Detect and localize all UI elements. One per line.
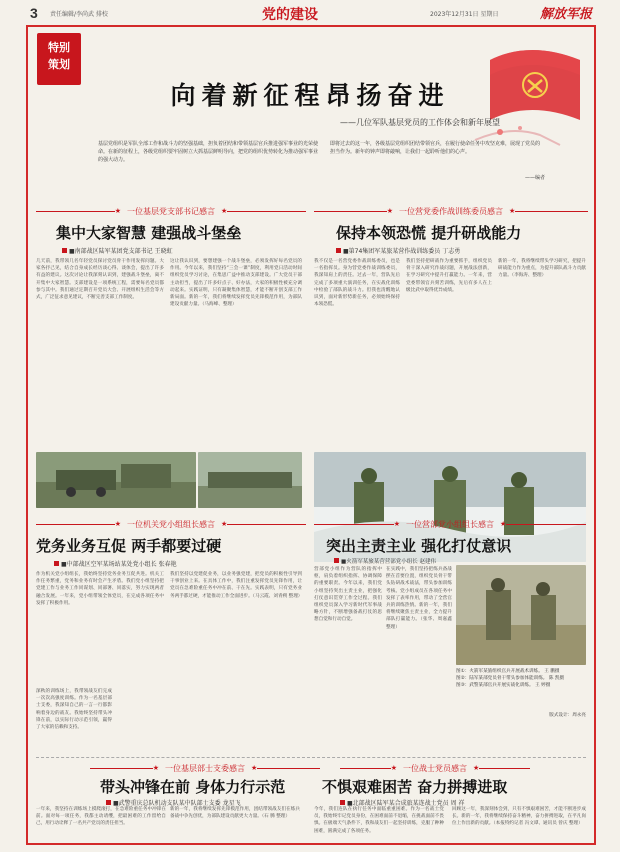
article-6-banner: ★ 一位战士党员感言 ★	[340, 762, 530, 774]
article-1-col-1: 几天前，我带领几名年轻党员探讨党员骨干作用发挥问题。大家各抒己见，结合自身成长经历谈心得、谈体会，提出了许多有益的建议。这次讨论让我深刻认识到，建强战斗堡垒，离不开集中大家智慧。支部建设是一项系统工程，需要每名党员都参与其中。我们通过定期召开党员大会、开展组织生活会等方式，广泛征求意见建议，不断完善支部工作制度。	[36, 259, 164, 301]
article-3-byline: ■中部战区空军某场站某处党小组长 张春艳	[54, 559, 177, 568]
article-3-col-2: 我们坚持以党建促业务，以业务强党建，把党员的积极性引导到干事创业上来。在具体工作中，我们注重发挥党员先锋作用，让党员在急难险重任务中冲在前、干在先。实践表明，只有党务业务两手都过硬，才能推动工作全面进步。（马云霞、刘青朔 整理）	[170, 572, 302, 599]
article-1-title: 集中大家智慧 建强战斗堡垒	[56, 224, 242, 242]
badge-line-1: 特别	[48, 41, 70, 54]
article-4-byline: ■火箭军某旅某营营部党小组长 赵建伟	[334, 557, 436, 565]
intro-left: 基层党组织是军队全部工作和战斗力的坚强基础，担负着团结和带领基层官兵推进强军事业的光荣使命。在新的征程上，各级党组织要牢固树立大抓基层鲜明导向，把党的组织优势转化为推动强军事业的强大动力。	[98, 141, 319, 163]
banner-text: 一位基层部士支委感言	[165, 763, 245, 773]
article-2-banner: ★ 一位营党委作战训练委员感言 ★	[314, 205, 588, 217]
section-divider	[36, 757, 586, 758]
article-5-col-left: 深秋的训练场上，我带领战友们完成一次次高强度训练。作为一名基层部士支委，我深知自己的一言一行都影响着身边的战友。我始终坚持带头冲锋在前，以实际行动示范引领，赢得了大家的信赖和支持。	[36, 689, 112, 731]
article-5-col-1: 一年来，我坚持在训练场上摸爬滚打，在急难险重任务中冲锋在前。面对每一项任务，我都主动请缨，把最困难的工作留给自己，用行动诠释了一名共产党员的责任担当。	[36, 807, 166, 827]
article-1-col-2: 这让我认识到，要想建强一个战斗堡垒，必须发挥好每名党员的作用。今年以来，我们坚持“三会一课”制度，利用党日活动时间组织党员学习讨论，在集思广益中推动支部建设。广大党员干部主动担当，提出了许多好点子、好办法，大家的积极性被充分调动起来。实践证明，只有凝聚集体智慧，才能不断开创支部工作新局面。新的一年，我们将继续发挥党员先锋模范作用，为部队建设贡献力量。（马海峰、整理）	[170, 259, 302, 308]
banner-text: 一位战士党员感言	[403, 763, 467, 773]
article-4-banner: ★ 一位营部党小组组长感言 ★	[314, 518, 586, 530]
article-2-col-2: 我们坚持把研战作为重要抓手，组织党员骨干深入研究作战问题，开展战法创新，在学习研究中提升打赢能力。一年来，营党委带领官兵刻苦训练，先后有多人在上级比武中取得优异成绩。	[406, 259, 492, 293]
article-3-title: 党务业务互促 两手都要过硬	[36, 537, 222, 555]
article-6-col-1: 今年，我们连队在执行任务中面临重重困难。作为一名战士党员，我始终牢记党员身份，在困难面前不退缩，在挑战面前不畏惧。在极端天气条件下，我和战友们一起坚持训练，克服了种种困难，圆满完成了各项任务。	[314, 807, 444, 834]
intro-right: 即将过去的这一年，各级基层党组织团结带领官兵，在履行使命任务中攻坚克难，展现了党员的担当作为。新年的钟声即将敲响，让我们一起聆听他们的心声。	[330, 141, 541, 155]
article-5-byline: ■武警重庆总队机动支队某中队部士支委 龙星飞	[106, 798, 241, 807]
article-2-col-1: 我不仅是一名营党委作战训练委员，也是一名指挥员。身为营党委作战训练委员，我深知肩上的责任。过去一年，营队先后完成了多项重大演训任务，在实战化训练中检验了部队的战斗力。但我也清醒地认识到，面对新形势新任务，必须始终保持本领恐慌。	[314, 259, 400, 308]
photo-1	[36, 452, 196, 508]
article-5-title: 带头冲锋在前 身体力行示范	[100, 778, 286, 796]
article-5-banner: ★ 一位基层部士支委感言 ★	[90, 762, 320, 774]
editor-info: 责任编辑/李尚武 排校	[50, 11, 108, 18]
photo-2	[198, 452, 302, 508]
badge-line-2: 策划	[48, 58, 70, 71]
photo-caption-1: 图①：火箭军某旅组织官兵开展战术训练。 王 鹏摄 图②：陆军某部党员骨干带头参加体能训练。 陈 凯摄 图③：武警某部官兵开展实战化训练。 王 婷摄	[456, 669, 565, 688]
banner-text: 一位营党委作战训练委员感言	[399, 206, 503, 216]
intro-credit: ——编者	[524, 175, 545, 181]
photo-4	[456, 565, 586, 665]
design-credit: 版式设计：周永亮	[549, 713, 586, 718]
article-6-col-2: 回顾这一年，我深刻体会到，只有不惧艰难困苦，才能不断进步成长。新的一年，我将继续保持奋斗精神，奋力拼搏进取，在平凡岗位上作出新的贡献。（本报特约记者 冯文谭、通讯员 曾庆 整理）	[452, 807, 586, 827]
article-4-title: 突出主责主业 强化打仗意识	[326, 537, 512, 555]
article-2-title: 保持本领恐慌 提升研战能力	[336, 224, 522, 242]
article-5-col-2: 新的一年，我将继续发挥先锋模范作用，团结带领战友们在练兵备战中争先创优，为部队建设贡献更大力量。（石 腾 整理）	[170, 807, 300, 820]
article-1-byline: ■南部战区陆军某团党支部书记 王晓虹	[62, 246, 173, 255]
page-number: 3	[30, 5, 38, 21]
article-1-banner: ★ 一位基层党支部书记感言 ★	[36, 205, 306, 217]
article-2-byline: ■第74集团军某旅某营作战训练委员 丁志勇	[336, 246, 460, 255]
banner-text: 一位营部党小组组长感言	[406, 519, 494, 529]
banner-text: 一位机关党小组组长感言	[127, 519, 215, 529]
article-4-col-1: 营部党小组作为营队的指挥中枢，肩负着组织指挥、协调保障的重要职责。今年以来，我们党小组坚持突出主责主业，把强化打仗意识贯穿工作全过程。我们组织党员深入学习新时代军事战略方针，不断增强备战打仗的思想自觉和行动自觉。	[314, 567, 382, 623]
special-feature-badge	[37, 33, 81, 85]
article-4-col-2: 在实践中，我们坚持把练兵备战摆在首要位置，组织党员骨干带头钻研战术战法，带头参加训练考核。党小组成员在各项任务中发挥了表率作用，带动了全营官兵的训练热情。新的一年，我们将继续聚焦主责主业，全力提升部队打赢能力。（张华、周嘉鑫 整理）	[386, 567, 452, 630]
article-6-byline: ■北部战区陆军某合成旅某连战士党员 周 祥	[340, 798, 464, 807]
banner-text: 一位基层党支部书记感言	[127, 206, 215, 216]
article-2-col-3: 新的一年，我将继续带头学习研究，把提升研战能力作为重点，为提升部队战斗力贡献力量。（李海涛、整理）	[498, 259, 586, 279]
main-headline: 向着新征程昂扬奋进	[170, 81, 450, 110]
article-3-banner: ★ 一位机关党小组组长感言 ★	[36, 518, 306, 530]
sub-headline: ——几位军队基层党员的工作体会和新年展望	[340, 118, 500, 127]
article-3-col-1: 作为机关党小组组长，我始终坚持党务业务互促共进。机关工作任务繁重，党务和业务有时会产生矛盾。我们党小组坚持把党建工作与业务工作同谋划、同部署、同落实，努力实现两者融合发展。一年来，党小组带领全体党员，在完成各项任务中发挥了积极作用。	[36, 572, 164, 606]
masthead-logo: 解放军报	[540, 7, 593, 22]
article-6-title: 不惧艰难困苦 奋力拼搏进取	[322, 778, 508, 796]
issue-date: 2023年12月31日 星期日	[430, 11, 499, 18]
section-title: 党的建设	[262, 7, 318, 23]
page-header	[0, 0, 620, 26]
